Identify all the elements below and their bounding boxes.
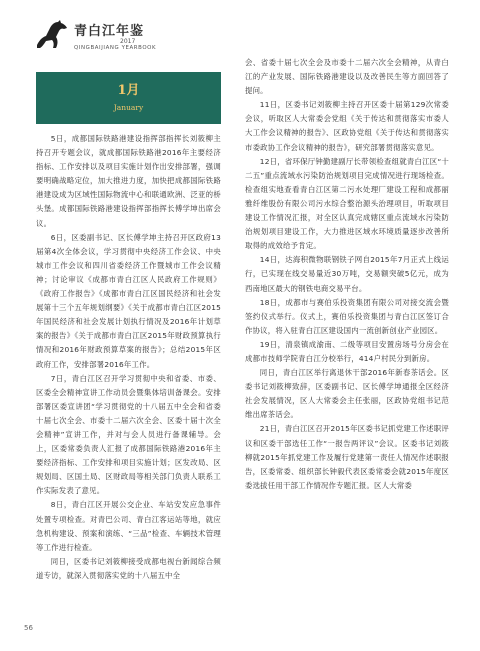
logo-subtitle: QINGBAIJIANG YEARBOOK bbox=[74, 45, 157, 51]
paragraph: 7日，青白江区召开学习贯彻中央和省委、市委、区委全会精神宣讲工作动员会暨集体培训备课会。安排部署区委宣讲团“学习贯彻党的十八届五中全会和省委十届七次全会、市委十二届六次全会、区委十届十次全会精神”宣讲工作，并对与会人员进行备课辅导。会上，区委常委负责人汇报了成都国际铁路港2016年主要经济指标、工作安排和项目实施计划；区发改局、区规划局、区国土局、区财政局等相关部门负责人联系工作实际发表了意见。 bbox=[36, 373, 221, 496]
logo-title: 青白江年鉴 bbox=[74, 24, 145, 39]
yearbook-logo bbox=[34, 16, 174, 52]
paragraph: 21日，青白江区召开2015年区委书记抓党建工作述职评议和区委干部选任工作“一报告两评议”会议。区委书记刘筱柳就2015年抓党建工作及履行党建第一责任人情况作述职报告，区委常委、组织部长钟毅代表区委常委会就2015年度区委选拔任用干部工作情况作专题汇报。区人大常委 bbox=[245, 424, 449, 490]
page-number: 56 bbox=[24, 624, 33, 632]
right-column bbox=[245, 56, 449, 493]
paragraph: 同日，青白江区举行离退休干部2016年新春茶话会。区委书记刘筱柳致辞，区委副书记、区长傅学坤通报全区经济社会发展情况，区人大常委会主任张丽，区政协党组书记范维出席茶话会。 bbox=[245, 368, 449, 420]
paragraph: 14日，达海积微物联钢铁子网自2015年7月正式上线运行，已实现在线交易量近30万吨，交易额突破5亿元，成为西南地区最大的钢铁电商交易平台。 bbox=[245, 255, 449, 293]
paragraph: 8日，青白江区开展公交企业、车站安发应急事件处置专项检查。对青巴公司、青白江客运站等地，就应急机构建设、预案和演练、“三品”检查、车辆技术管理等工作进行检查。 bbox=[36, 500, 221, 552]
paragraph: 18日，成都市与赛伯乐投资集团有限公司对接交流会暨签约仪式举行。仪式上，赛伯乐投资集团与青白江区签订合作协议，将入驻青白江区建设国内一流创新创业产业园区。 bbox=[245, 297, 449, 335]
left-column bbox=[36, 132, 221, 583]
month-subtitle: January bbox=[113, 103, 144, 112]
paragraph: 会、省委十届七次全会及市委十二届六次全会精神，从青白江的产业发展、国际铁路港建设以及改善民生等方面回答了提问。 bbox=[245, 58, 449, 96]
month-title: 1月 bbox=[117, 83, 140, 98]
paragraph: 19日，清泉镇成渝南、二级等项目安置房场号分房会在成都市技师学院青白江分校举行，414户村民分到新房。 bbox=[245, 339, 449, 363]
paragraph: 12日，省环保厅钟勤建副厅长带领检查组就青白江区“十二五”重点流域水污染防治规划项目完成情况进行现场检查。检查组实地查看青白江区第二污水处理厂建设工程和成都丽雅纤维股份有限公司污水综合整治源头治理项目，听取项目建设工作情况汇报，对全区认真完成辖区重点流域水污染防治规划项目建设工作，大力推进区域水环境质量逐步改善所取得的成效给予肯定。 bbox=[245, 156, 449, 251]
paragraph: 6日，区委副书记、区长傅学坤主持召开区政府13届第4次全体会议，学习贯彻中央经济工作会议、中央城市工作会议和四川省委经济工作暨城市工作会议精神；讨论审议《成都市青白江区人民政府工作规则》《政府工作报告》《成都市青白江区国民经济和社会发展第十三个五年规划纲要》《关于成都市青白江区2015年国民经济和社会发展计划执行情况及2016年计划草案的报告》《关于成都市青白江区2015年财政预算执行情况和2016年财政预算草案的报告》；总结2015年区政府工作，安排部署2016年工作。 bbox=[36, 232, 221, 369]
horse-icon bbox=[34, 18, 70, 50]
paragraph: 5日，成都国际铁路港建设指挥部指挥长刘筱柳主持召开专题会议，就成都国际铁路港2016年主要经济指标、工作安排以及项目实施计划作出安排部署，强调要明确战略定位，加大推进力度，加快把成都国际铁路港建设成为区域性国际物流中心和联通欧洲、泛亚的桥头堡。成都国际铁路港建设指挥部指挥长傅学坤出席会议。 bbox=[36, 134, 221, 228]
logo-year: 2017 bbox=[120, 38, 136, 45]
month-header bbox=[36, 72, 221, 124]
paragraph: 11日，区委书记刘筱柳主持召开区委十届第129次常委会议，听取区人大常委会党组《关于传达和贯彻落实市委人大工作会议精神的报告》、区政协党组《关于传达和贯彻落实市委政协工作会议精神的报告》，研究部署贯彻落实意见。 bbox=[245, 100, 449, 152]
paragraph: 同日，区委书记刘筱柳接受成都电视台新闻综合频道专访，就深入贯彻落实党的十八届五中全 bbox=[36, 556, 221, 580]
